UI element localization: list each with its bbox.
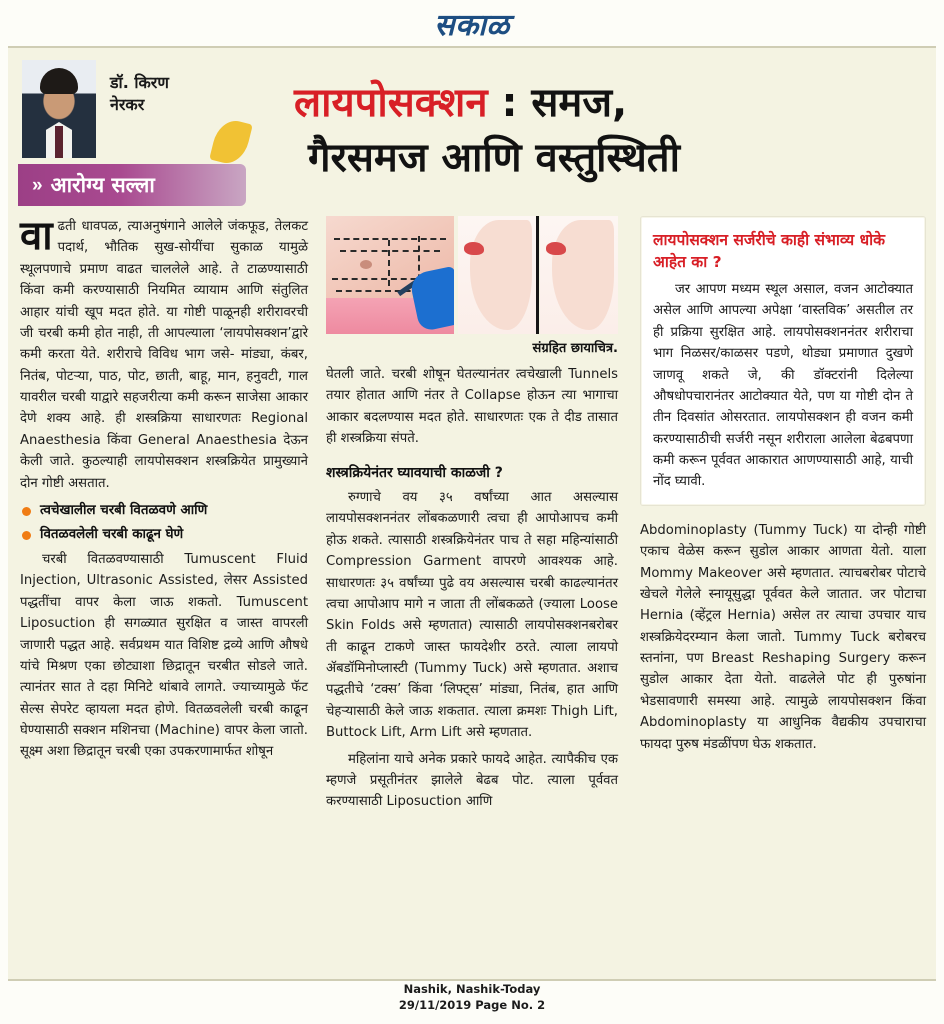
column1-paragraph-1-text: ढती धावपळ, त्याअनुषंगाने आलेले जंकफूड, तेलकट पदार्थ, भौतिक सुख-सोयींचा सुकाळ यामुळे स्थूलपणाचे प्रमाण वाढत चाललेले आहे. ते टाळण्यासाठी किंवा कमी करण्यासाठी नियमित व्यायाम आणि संतुलित आहार यांची खूप मदत होते. या गोष्टी पाळूनही शरीरावरची जी चरबी कमी होत नाही, ती आपल्याला ‘लायपोसक्शन’द्वारे कमी करता येते. शरीराचे विविध भाग जसे- मांड्या, कंबर, नितंब, पोटऱ्या, पाठ, पोट, छाती, बाहू, मान, हनुवटी, गाल यावरील चरबी याद्वारे सहजरीत्या कमी करून साजेसा आकार देणे शक्य आहे. ही शस्त्रक्रिया साधारणतः Regional Anaesthesia किंवा General Anaesthesia देऊन केली जाते. कुठल्याही लायपोसक्शन शस्त्रक्रियेत प्रामुख्याने दोन गोष्टी असतात. <box>20 219 308 491</box>
source-credit-line2: 29/11/2019 Page No. 2 <box>398 998 546 1013</box>
article-photo <box>326 216 618 334</box>
column-1 <box>20 213 308 958</box>
photo-caption: संग्रहित छायाचित्र. <box>532 341 618 356</box>
doctor-name <box>110 72 280 115</box>
doctor-name-line1: डॉ. किरण <box>110 73 169 92</box>
doctor-byline-block <box>18 60 286 200</box>
column1-paragraph-2: चरबी वितळवण्यासाठी Tumuscent Fluid Injection, Ultrasonic Assisted, लेसर Assisted पद्धतींचा वापर केला जाऊ शकतो. Tumuscent Liposuction ही सगळ्यात सुरक्षित व जास्त वापरली जाणारी पद्धत आहे. सर्वप्रथम यात विशिष्ट द्रव्ये आणि औषधे यांचे मिश्रण एका छोट्याशा छिद्रातून चरबीत सोडले जाते. त्यानंतर सात ते दहा मिनिटे थांबावे लागते. ज्याच्यामुळे फॅट सेल्स सेपरेट व्हायला मदत होणे. वितळवलेली चरबी काढून घेण्यासाठी सक्शन मशिनचा (Machine) वापर केला जातो. सूक्ष्म अशा छिद्रातून चरबी एका उपकरणामार्फत शोषून <box>20 552 308 760</box>
key-points-list <box>20 501 308 545</box>
photo-profile-before <box>458 216 536 334</box>
callout-title: लायपोसक्शन सर्जरीचे काही संभाव्य धोके आहेत का ? <box>653 231 886 271</box>
doctor-photo <box>22 60 96 158</box>
headline-red-part: लायपोसक्शन <box>294 80 488 126</box>
header-band <box>8 48 936 206</box>
column-2 <box>326 216 618 958</box>
risks-callout-box <box>640 216 926 506</box>
doctor-name-line2: नेरकर <box>110 94 145 114</box>
leaf-decoration-icon <box>209 117 253 168</box>
photo-divider <box>536 216 539 334</box>
column2-paragraph-3: महिलांना याचे अनेक प्रकारे फायदे आहेत. त्यापैकीच एक म्हणजे प्रसूतीनंतर झालेले बेढब पोट. त्याला पूर्ववत करण्यासाठी Liposuction आणि <box>326 751 618 810</box>
column2-paragraph-1: घेतली जाते. चरबी शोषून घेतल्यानंतर त्वचेखाली Tunnels तयार होतात आणि नंतर ते Collapse होऊन त्या भागाचा आकार बदलण्यास मदत होते. साधारणतः एक ते दीड तासात ही शस्त्रक्रिया संपते. <box>326 367 618 447</box>
headline-line2: गैरसमज आणि वस्तुस्थिती <box>308 135 680 182</box>
doctor-hair <box>40 68 78 94</box>
masthead-logo: सकाळ <box>434 8 510 43</box>
surgical-marking-line <box>340 250 440 252</box>
article-columns <box>20 213 926 958</box>
face-silhouette <box>470 220 532 330</box>
lips <box>546 242 566 255</box>
column3-paragraph-1: Abdominoplasty (Tummy Tuck) या दोन्ही गोष्टी एकाच वेळेस करून सुडोल आकार आणता येतो. याला Mommy Makeover असे म्हणतात. त्याचबरोबर पोटाचे खेचले गेलेले स्नायूसुद्धा पूर्ववत केले जातात. जर पोटाचा Hernia (व्हेंट्रल Hernia) असेल तर त्याचा उपचार याच शस्त्रक्रियेदरम्यान केला जातो. Tummy Tuck बरोबरच स्तनांना, पण Breast Reshaping Surgery करून सुडोल आकार देता येतो. वाढलेले पोट ही पुरुषांना भेडसावणारी समस्या आहे. त्यामुळे लायपोसक्शन किंवा Abdominoplasty या आधुनिक वैद्यकीय उपचाराचा फायदा पुरुष मंडळींपण घेऊ शकतात. <box>640 522 926 752</box>
column1-paragraph-1 <box>20 213 308 494</box>
drop-cap: वा <box>20 213 53 259</box>
list-item: वितळवलेली चरबी काढून घेणे <box>20 525 308 545</box>
surgical-marking-line <box>334 238 446 240</box>
source-credit-line1: Nashik, Nashik-Today <box>403 981 541 996</box>
list-item: त्वचेखालील चरबी वितळवणे आणि <box>20 501 308 521</box>
photo-abdomen-marking <box>326 216 454 334</box>
health-advice-label: आरोग्य सल्ला <box>50 172 155 197</box>
double-chevron-icon: » <box>32 174 43 196</box>
doctor-tie <box>55 126 63 158</box>
source-credit <box>0 981 944 1014</box>
photo-profile-after <box>540 216 618 334</box>
clipping-body <box>8 46 936 981</box>
callout-body: जर आपण मध्यम स्थूल असाल, वजन आटोक्यात असेल आणि आपल्या अपेक्षा ‘वास्तविक’ असतील तर ही प्रक्रिया सुरक्षित आहे. लायपोसक्शननंतर शरीराचा भाग निळसर/काळसर पडणे, थोड्या प्रमाणात दुखणे जाणवू शकते जे, की डॉक्टरांनी दिलेल्या औषधोपचारानंतर आटोक्यात येते, पण या गोष्टी दोन ते तीन दिवसांत ओसरतात. लायपोसक्शन ही वजन कमी करण्यासाठीची सर्जरी नसून शरीराला आलेला बेढबपणा कमी करून पूर्ववत आकारात आणण्यासाठी आहे, याची नोंद घ्यावी. <box>653 282 913 490</box>
section-subheading: शस्त्रक्रियेनंतर घ्यावयाची काळजी ? <box>326 464 503 481</box>
headline-black-part: : समज, <box>487 80 628 126</box>
health-advice-banner <box>18 164 246 206</box>
lips <box>464 242 484 255</box>
column2-paragraph-2: रुग्णाचे वय ३५ वर्षांच्या आत असल्यास लायपोसक्शननंतर लोंबकळणारी त्वचा ही आपोआपच कमी होऊ शकते. त्यासाठी शस्त्रक्रियेनंतर पाच ते सहा महिन्यांसाठी Compression Garment वापरणे आवश्यक आहे. साधारणतः ३५ वर्षांच्या पुढे वय असल्यास चरबी काढल्यानंतर त्वचा आपोआप मागे न जाता ती लोंबकळते (ज्याला Loose Skin Folds असे म्हणतात) त्यासाठी लायपोसक्शनबरोबर ती काढून टाकणे जास्त फायदेशीर ठरते. त्याला लायपो ॲबडॉमिनोप्लास्टी (Tummy Tuck) असे म्हणतात. अशाच पद्धतीचे ‘टक्स’ किंवा ‘लिफ्ट्स’ मांड्या, नितंब, हात आणि चेहऱ्यासाठी केले जाऊ शकतात. त्याला क्रमशः Thigh Lift, Buttock Lift, Arm Lift असे म्हणतात. <box>326 490 618 741</box>
face-silhouette <box>552 220 614 330</box>
page-title <box>294 76 924 186</box>
masthead <box>0 6 944 46</box>
navel <box>360 260 372 269</box>
surgical-marking-line <box>388 240 390 286</box>
column-3 <box>640 216 926 958</box>
